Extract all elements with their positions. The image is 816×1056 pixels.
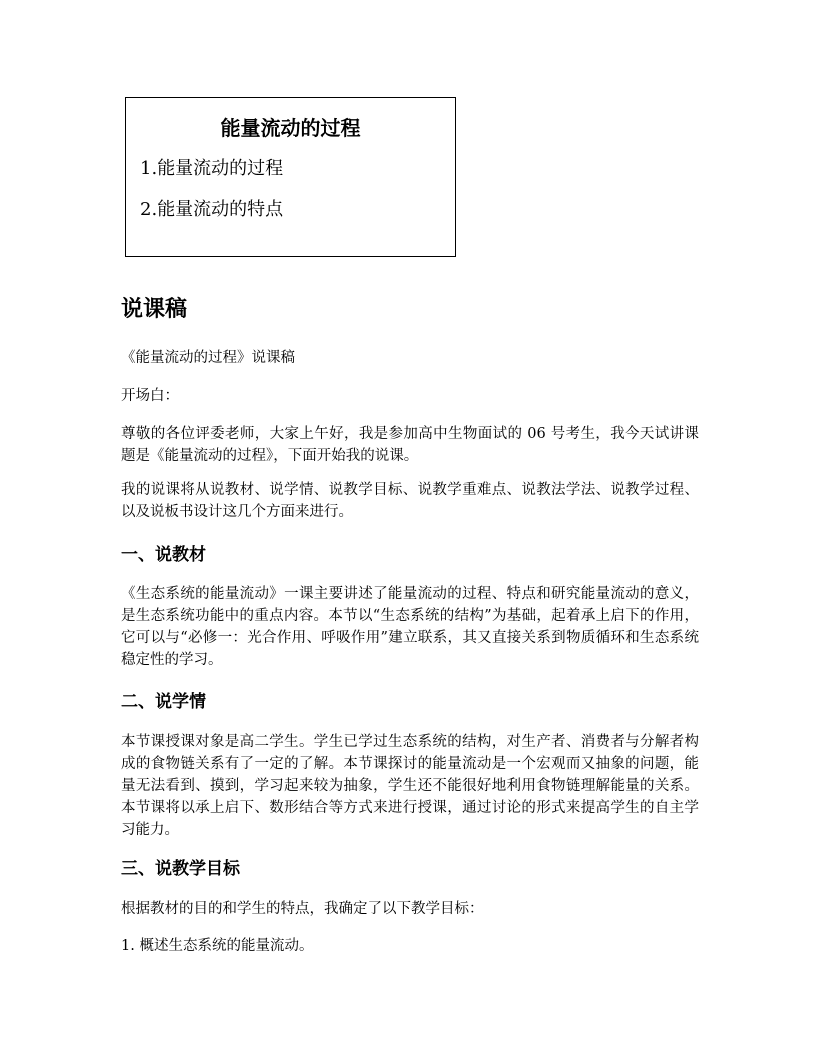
greeting-paragraph: 尊敬的各位评委老师，大家上午好，我是参加高中生物面试的 06 号考生，我今天试讲课题是《能量流动的过程》，下面开始我的说课。 [121, 426, 699, 464]
board-item-text: 能量流动的特点 [157, 199, 284, 220]
document-title: 说课稿 [121, 297, 188, 322]
board-title: 能量流动的过程 [220, 116, 361, 140]
lesson-subtitle: 《能量流动的过程》说课稿 [121, 350, 295, 366]
board-item-number: 2. [140, 199, 158, 220]
blackboard-design-box [125, 97, 456, 257]
section-body-textbook: 《生态系统的能量流动》一课主要讲述了能量流动的过程、特点和研究能量流动的意义，是生态系统功能中的重点内容。本节以“生态系统的结构”为基础，起着承上启下的作用，它可以与“必修一：光合作用、呼吸作用”建立联系，其又直接关系到物质循环和生态系统稳定性的学习。 [121, 586, 699, 668]
objective-list-item: 1. 概述生态系统的能量流动。 [121, 938, 314, 954]
board-item [140, 154, 283, 180]
section-body-students: 本节课授课对象是高二学生。学生已学过生态系统的结构，对生产者、消费者与分解者构成的食物链关系有了一定的了解。本节课探讨的能量流动是一个宏观而又抽象的问题，能量无法看到、摸到，学习起来较为抽象，学生还不能很好地利用食物链理解能量的关系。本节课将以承上启下、数形结合等方式来进行授课，通过讨论的形式来提高学生的自主学习能力。 [121, 734, 699, 838]
board-item-number: 1. [140, 158, 158, 179]
section-heading-textbook: 一、说教材 [121, 545, 206, 565]
board-item-text: 能量流动的过程 [157, 158, 284, 179]
section-heading-students: 二、说学情 [121, 692, 206, 712]
overview-paragraph: 我的说课将从说教材、说学情、说教学目标、说教学重难点、说教法学法、说教学过程、以及说板书设计这几个方面来进行。 [121, 482, 699, 520]
section-body-objectives: 根据教材的目的和学生的特点，我确定了以下教学目标： [121, 901, 484, 917]
opening-label: 开场白： [121, 388, 179, 404]
section-heading-objectives: 三、说教学目标 [121, 859, 240, 879]
board-item [140, 195, 283, 221]
